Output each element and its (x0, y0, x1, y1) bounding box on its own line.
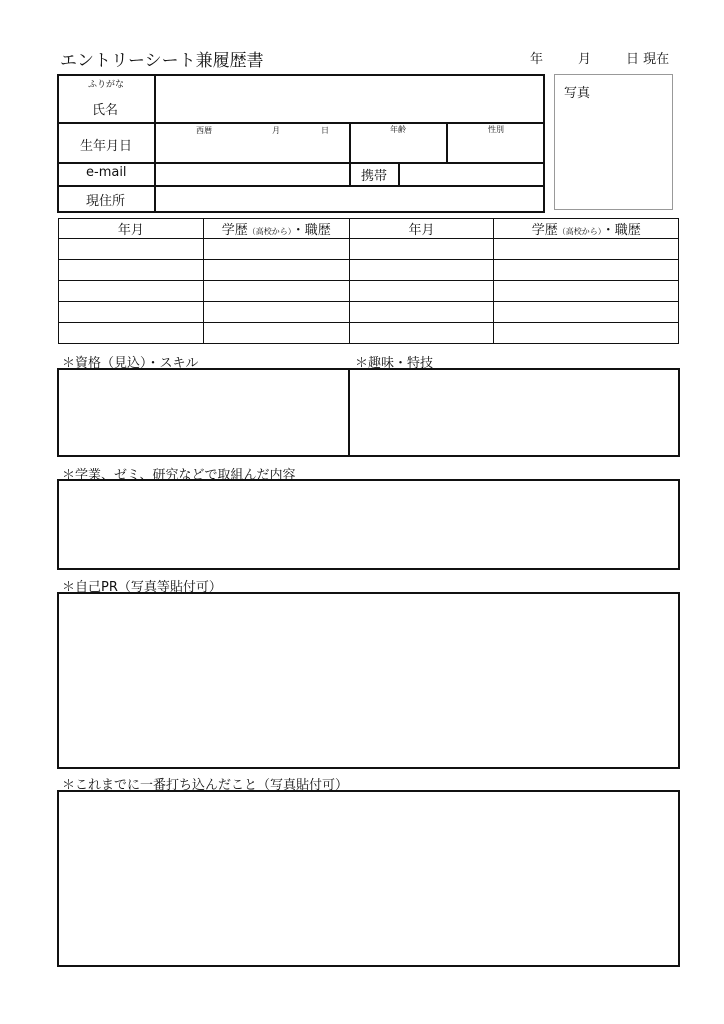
history-year-cell[interactable] (59, 260, 204, 281)
profile-cell-divider (446, 122, 448, 162)
birth-month-label: 月 (272, 126, 280, 135)
history-col-year: 年月 (59, 219, 204, 239)
date-day-label: 日 現在 (626, 52, 670, 67)
mobile-label: 携帯 (361, 169, 388, 184)
history-year-cell[interactable] (349, 239, 494, 260)
email-label: e-mail (86, 165, 127, 180)
history-career-cell[interactable] (203, 239, 349, 260)
name-label: 氏名 (92, 103, 119, 118)
page-title: エントリーシート兼履歴書 (60, 51, 264, 71)
email-field[interactable] (156, 164, 348, 184)
mobile-field[interactable] (400, 164, 543, 184)
history-year-cell[interactable] (349, 302, 494, 323)
profile-cell-divider (349, 162, 351, 185)
history-career-cell[interactable] (494, 281, 679, 302)
history-row (59, 239, 679, 260)
history-table (58, 218, 679, 344)
birth-label: 生年月日 (80, 139, 133, 154)
history-career-cell[interactable] (494, 302, 679, 323)
seireki-label: 西暦 (196, 126, 212, 135)
furigana-label: ふりがな (88, 80, 125, 90)
history-year-cell[interactable] (59, 323, 204, 344)
effort-title: ＊これまでに一番打ち込んだこと（写真貼付可） (62, 778, 349, 793)
effort-box[interactable] (57, 790, 680, 967)
hobbies-title: ＊趣味・特技 (355, 356, 434, 371)
qualifications-title: ＊資格（見込）・スキル (62, 356, 199, 371)
history-row (59, 323, 679, 344)
profile-row-line (57, 122, 545, 124)
history-career-cell[interactable] (203, 260, 349, 281)
history-career-cell[interactable] (494, 239, 679, 260)
age-label: 年齢 (390, 125, 406, 134)
history-col-career: 学歴（高校から）・職歴 (494, 219, 679, 239)
qualifications-box[interactable] (57, 368, 350, 457)
history-career-cell[interactable] (203, 323, 349, 344)
history-year-cell[interactable] (59, 239, 204, 260)
date-month-label: 月 (578, 52, 592, 67)
self-pr-box[interactable] (57, 592, 680, 769)
studies-box[interactable] (57, 479, 680, 570)
studies-title: ＊学業、ゼミ、研究などで取組んだ内容 (62, 468, 296, 483)
history-row (59, 302, 679, 323)
hobbies-box[interactable] (348, 368, 680, 457)
history-year-cell[interactable] (349, 260, 494, 281)
history-year-cell[interactable] (59, 281, 204, 302)
profile-cell-divider (349, 122, 351, 162)
self-pr-title: ＊自己PR（写真等貼付可） (62, 580, 222, 595)
address-field[interactable] (156, 187, 543, 211)
history-row (59, 281, 679, 302)
history-career-cell[interactable] (494, 323, 679, 344)
history-career-cell[interactable] (203, 281, 349, 302)
history-year-cell[interactable] (59, 302, 204, 323)
photo-label: 写真 (564, 86, 591, 101)
history-career-cell[interactable] (494, 260, 679, 281)
history-career-cell[interactable] (203, 302, 349, 323)
history-year-cell[interactable] (349, 281, 494, 302)
history-row (59, 260, 679, 281)
history-col-career: 学歴（高校から）・職歴 (203, 219, 349, 239)
birth-day-label: 日 (321, 126, 329, 135)
history-year-cell[interactable] (349, 323, 494, 344)
history-col-year: 年月 (349, 219, 494, 239)
date-year-label: 年 (530, 52, 544, 67)
address-label: 現住所 (86, 194, 126, 209)
name-field[interactable] (156, 76, 543, 121)
gender-label: 性別 (488, 125, 504, 134)
